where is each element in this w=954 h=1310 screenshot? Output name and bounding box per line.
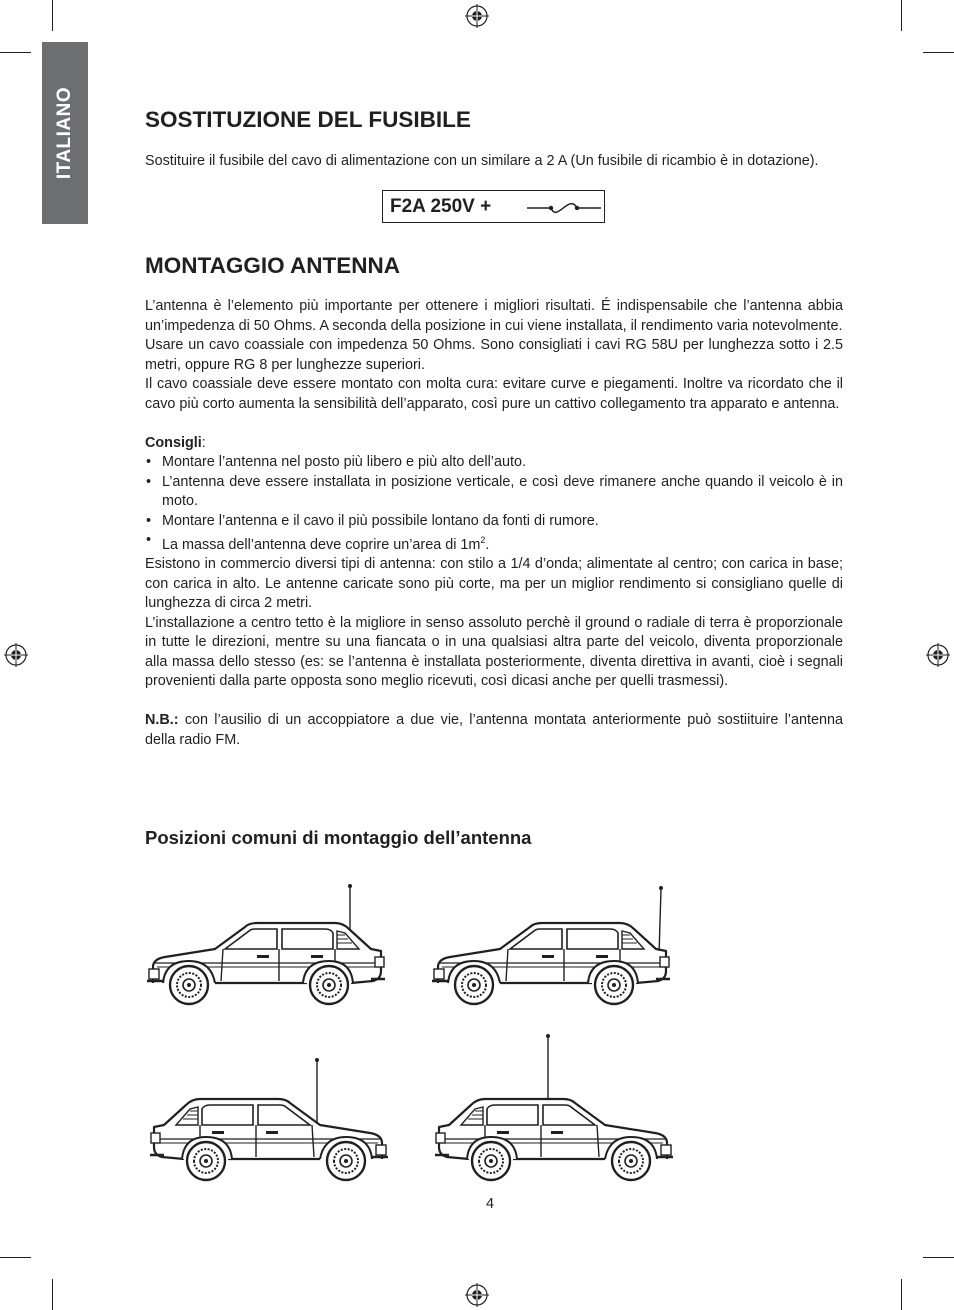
tip-item: • Montare l’antenna nel posto più libero e più alto dell’auto. — [145, 453, 843, 473]
fuse-section-title: SOSTITUZIONE DEL FUSIBILE — [145, 107, 471, 132]
positions-section-title: Posizioni comuni di montaggio dell’antenna — [145, 827, 532, 848]
crop-mark — [0, 52, 31, 53]
registration-mark-icon — [465, 4, 489, 28]
registration-mark-icon — [926, 643, 950, 667]
tips-label: Consigli — [145, 434, 202, 451]
page-number: 4 — [486, 1196, 495, 1212]
crop-mark — [923, 52, 954, 53]
tip-item-text: La massa dell’antenna deve coprire un’area di 1m — [162, 536, 481, 553]
language-label: ITALIANO — [54, 86, 75, 180]
antenna-section-body — [145, 297, 843, 750]
car-illustration-roof-antenna — [430, 1033, 675, 1185]
car-illustration-rear-fender-antenna — [145, 883, 390, 1008]
antenna-paragraph: L’antenna è l’elemento più importante per ottenere i migliori risultati. É indispensabile che l’antenna abbia un’impedenza di 50 Ohms. A seconda della posizione in cui viene installata, il rendimento varia notevolmente. — [145, 298, 843, 334]
registration-mark-icon — [4, 643, 28, 667]
nb-note — [145, 711, 843, 750]
antenna-paragraph: L’installazione a centro tetto è la migliore in senso assoluto perchè il ground o radiale di terra è proporzionale in tutte le direzioni, mentre su una fiancata o in una qualsiasi altra parte del veicolo, diventa proporzionale alla massa dello stesso (es: se l’antenna è installata posteriormente, diventa direttiva in avanti, cioè i segnali provenienti dalla parte opposta sono meglio ricevuti, così dicasi anche per quelli trasmessi). — [145, 614, 843, 690]
spacer — [145, 414, 843, 434]
tips-list — [145, 453, 843, 555]
crop-mark — [901, 1279, 902, 1310]
spacer — [145, 692, 843, 712]
fuse-spec-box — [382, 190, 605, 223]
nb-text: con l’ausilio di un accoppiatore a due vie, l’antenna montata anteriormente può sostiituire l’antenna della radio FM. — [145, 712, 843, 748]
tip-item: • Montare l’antenna e il cavo il più possibile lontano da fonti di rumore. — [145, 512, 843, 532]
crop-mark — [923, 1257, 954, 1258]
fuse-paragraph: Sostituire il fusibile del cavo di alimentazione con un similare a 2 A (Un fusibile di ricambio è in dotazione). — [145, 153, 819, 169]
tip-item — [145, 531, 843, 555]
tips-colon: : — [201, 434, 206, 451]
antenna-whip — [659, 889, 661, 955]
language-side-tab — [42, 42, 88, 224]
crop-mark — [52, 1279, 53, 1310]
registration-mark-icon — [465, 1283, 489, 1307]
antenna-paragraph: Il cavo coassiale deve essere montato con molta cura: evitare curve e piegamenti. Inoltre va ricordato che il cavo più corto aumenta la sensibilità dell’apparato, così pure un cattivo collegamento tra apparato e antenna. — [145, 376, 843, 412]
antenna-paragraph: Esistono in commercio diversi tipi di antenna: con stilo a 1/4 d’onda; alimentate al centro; con carica in base; con carica in alto. Le antenne caricate sono più corte, ma per un miglior rendimento si consigliano quelle di lunghezza di circa 2 metri. — [145, 556, 843, 612]
fuse-section-text — [145, 152, 843, 172]
antenna-paragraph: Usare un cavo coassiale con impedenza 50 Ohms. Sono consigliati i cavi RG 58U per lunghezza sotto i 2.5 metri, oppure RG 8 per lunghezze superiori. — [145, 337, 843, 373]
tip-item: • L’antenna deve essere installata in posizione verticale, e così deve rimanere anche quando il veicolo è in moto. — [145, 473, 843, 512]
crop-mark — [52, 0, 53, 31]
nb-label: N.B.: — [145, 712, 179, 729]
crop-mark — [901, 0, 902, 31]
car-illustration-rear-bumper-antenna — [430, 883, 675, 1008]
tip-item-superscript: 2 — [480, 535, 486, 545]
crop-mark — [0, 1257, 31, 1258]
antenna-section-title: MONTAGGIO ANTENNA — [145, 253, 400, 278]
fuse-symbol-icon — [525, 197, 601, 219]
tip-item-end: . — [485, 536, 490, 553]
fuse-label: F2A 250V + — [390, 196, 492, 217]
car-illustration-front-fender-antenna — [145, 1055, 390, 1185]
tips-heading — [145, 434, 843, 454]
